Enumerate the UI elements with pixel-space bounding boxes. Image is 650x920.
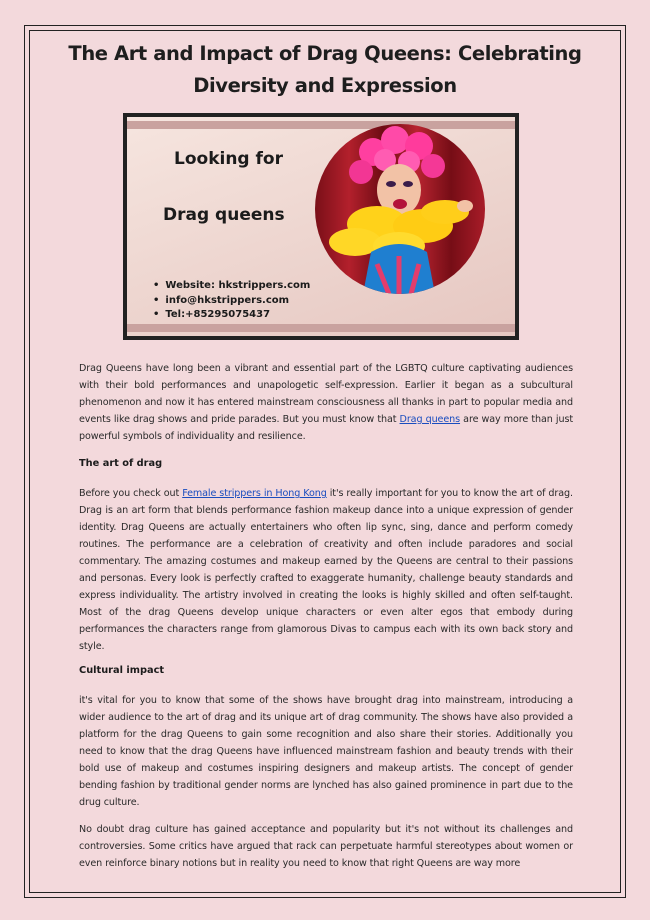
banner-image [123, 113, 519, 340]
intro-text-after-link: are way more than just powerful symbols of individuality and resilience. [79, 414, 573, 442]
section-heading-art-of-drag: The art of drag [79, 458, 163, 469]
banner-contact-website: • Website: hkstrippers.com [153, 279, 310, 294]
drag-queens-link[interactable]: Drag queens [399, 414, 461, 425]
art-text-after-link: it's really important for you to know the art of drag. Drag is an art form that blends performance fashion makeup dance into a unique expression of gender identity. Drag Queens are actually entertainers who often lip sync, sing, dance and perform comedy routines. The performance are a celebration of creativity and often include paradores and social commentary. The amazing costumes and makeup earned by the Queens are central to their passions and personas. Every look is perfectly crafted to exaggerate humanity, challenge beauty standards and express individuality. The artistry involved in creating the looks is highly skilled and often self-taught. Most of the drag Queens develop unique characters or even alter egos that embody during performances the characters range from glamorous Divas to campus each with its own back story and style. [79, 488, 573, 652]
art-of-drag-paragraph [79, 485, 573, 655]
cultural-impact-paragraph: it's vital for you to know that some of the shows have brought drag into mainstream, introducing a wider audience to the art of drag and its unique art of drag community. The shows have also provided a platform for the drag Queens to gain some recognition and also share their stories. Additionally you need to know that the drag Queens have influenced mainstream fashion and beauty trends with their bold use of makeup and costumes inspiring designers and makeup artists. The concept of gender bending fashion by traditional gender norms are lynched has also gained prominence in part due to the drug culture. [79, 695, 573, 808]
intro-text-before-link: Drag Queens have long been a vibrant and essential part of the LGBTQ culture captivating audiences with their bold performances and unapologetic self-expression. Earlier it began as a subcultural phenomenon and now it has entered mainstream consciousness all thanks in part to popular media and events like drag shows and pride parades. But you must know that [79, 363, 573, 425]
banner-background [127, 117, 515, 336]
banner-headline-2: Drag queens [163, 205, 285, 225]
section-heading-cultural-impact: Cultural impact [79, 665, 165, 676]
drag-queen-illustration [315, 124, 485, 294]
banner-headline-1: Looking for [174, 149, 283, 169]
female-strippers-link[interactable]: Female strippers in Hong Kong [182, 488, 327, 499]
banner-stripe-top [127, 121, 515, 129]
drag-queen-photo [315, 124, 485, 294]
banner-contact-email: • info@hkstrippers.com [153, 294, 310, 309]
page-title: The Art and Impact of Drag Queens: Celebrating Diversity and Expression [68, 42, 582, 97]
banner-contact-list [153, 279, 310, 323]
banner-contact-phone: • Tel:+85295075437 [153, 308, 310, 323]
banner-stripe-bottom [127, 324, 515, 332]
art-text-before-link: Before you check out [79, 488, 183, 499]
intro-paragraph [79, 360, 573, 445]
challenges-paragraph: No doubt drag culture has gained acceptance and popularity but it's not without its challenges and controversies. Some critics have argued that rack can perpetuate harmful stereotypes about women or even reinforce binary notions but in reality you need to know that right Queens are way more [79, 824, 573, 869]
